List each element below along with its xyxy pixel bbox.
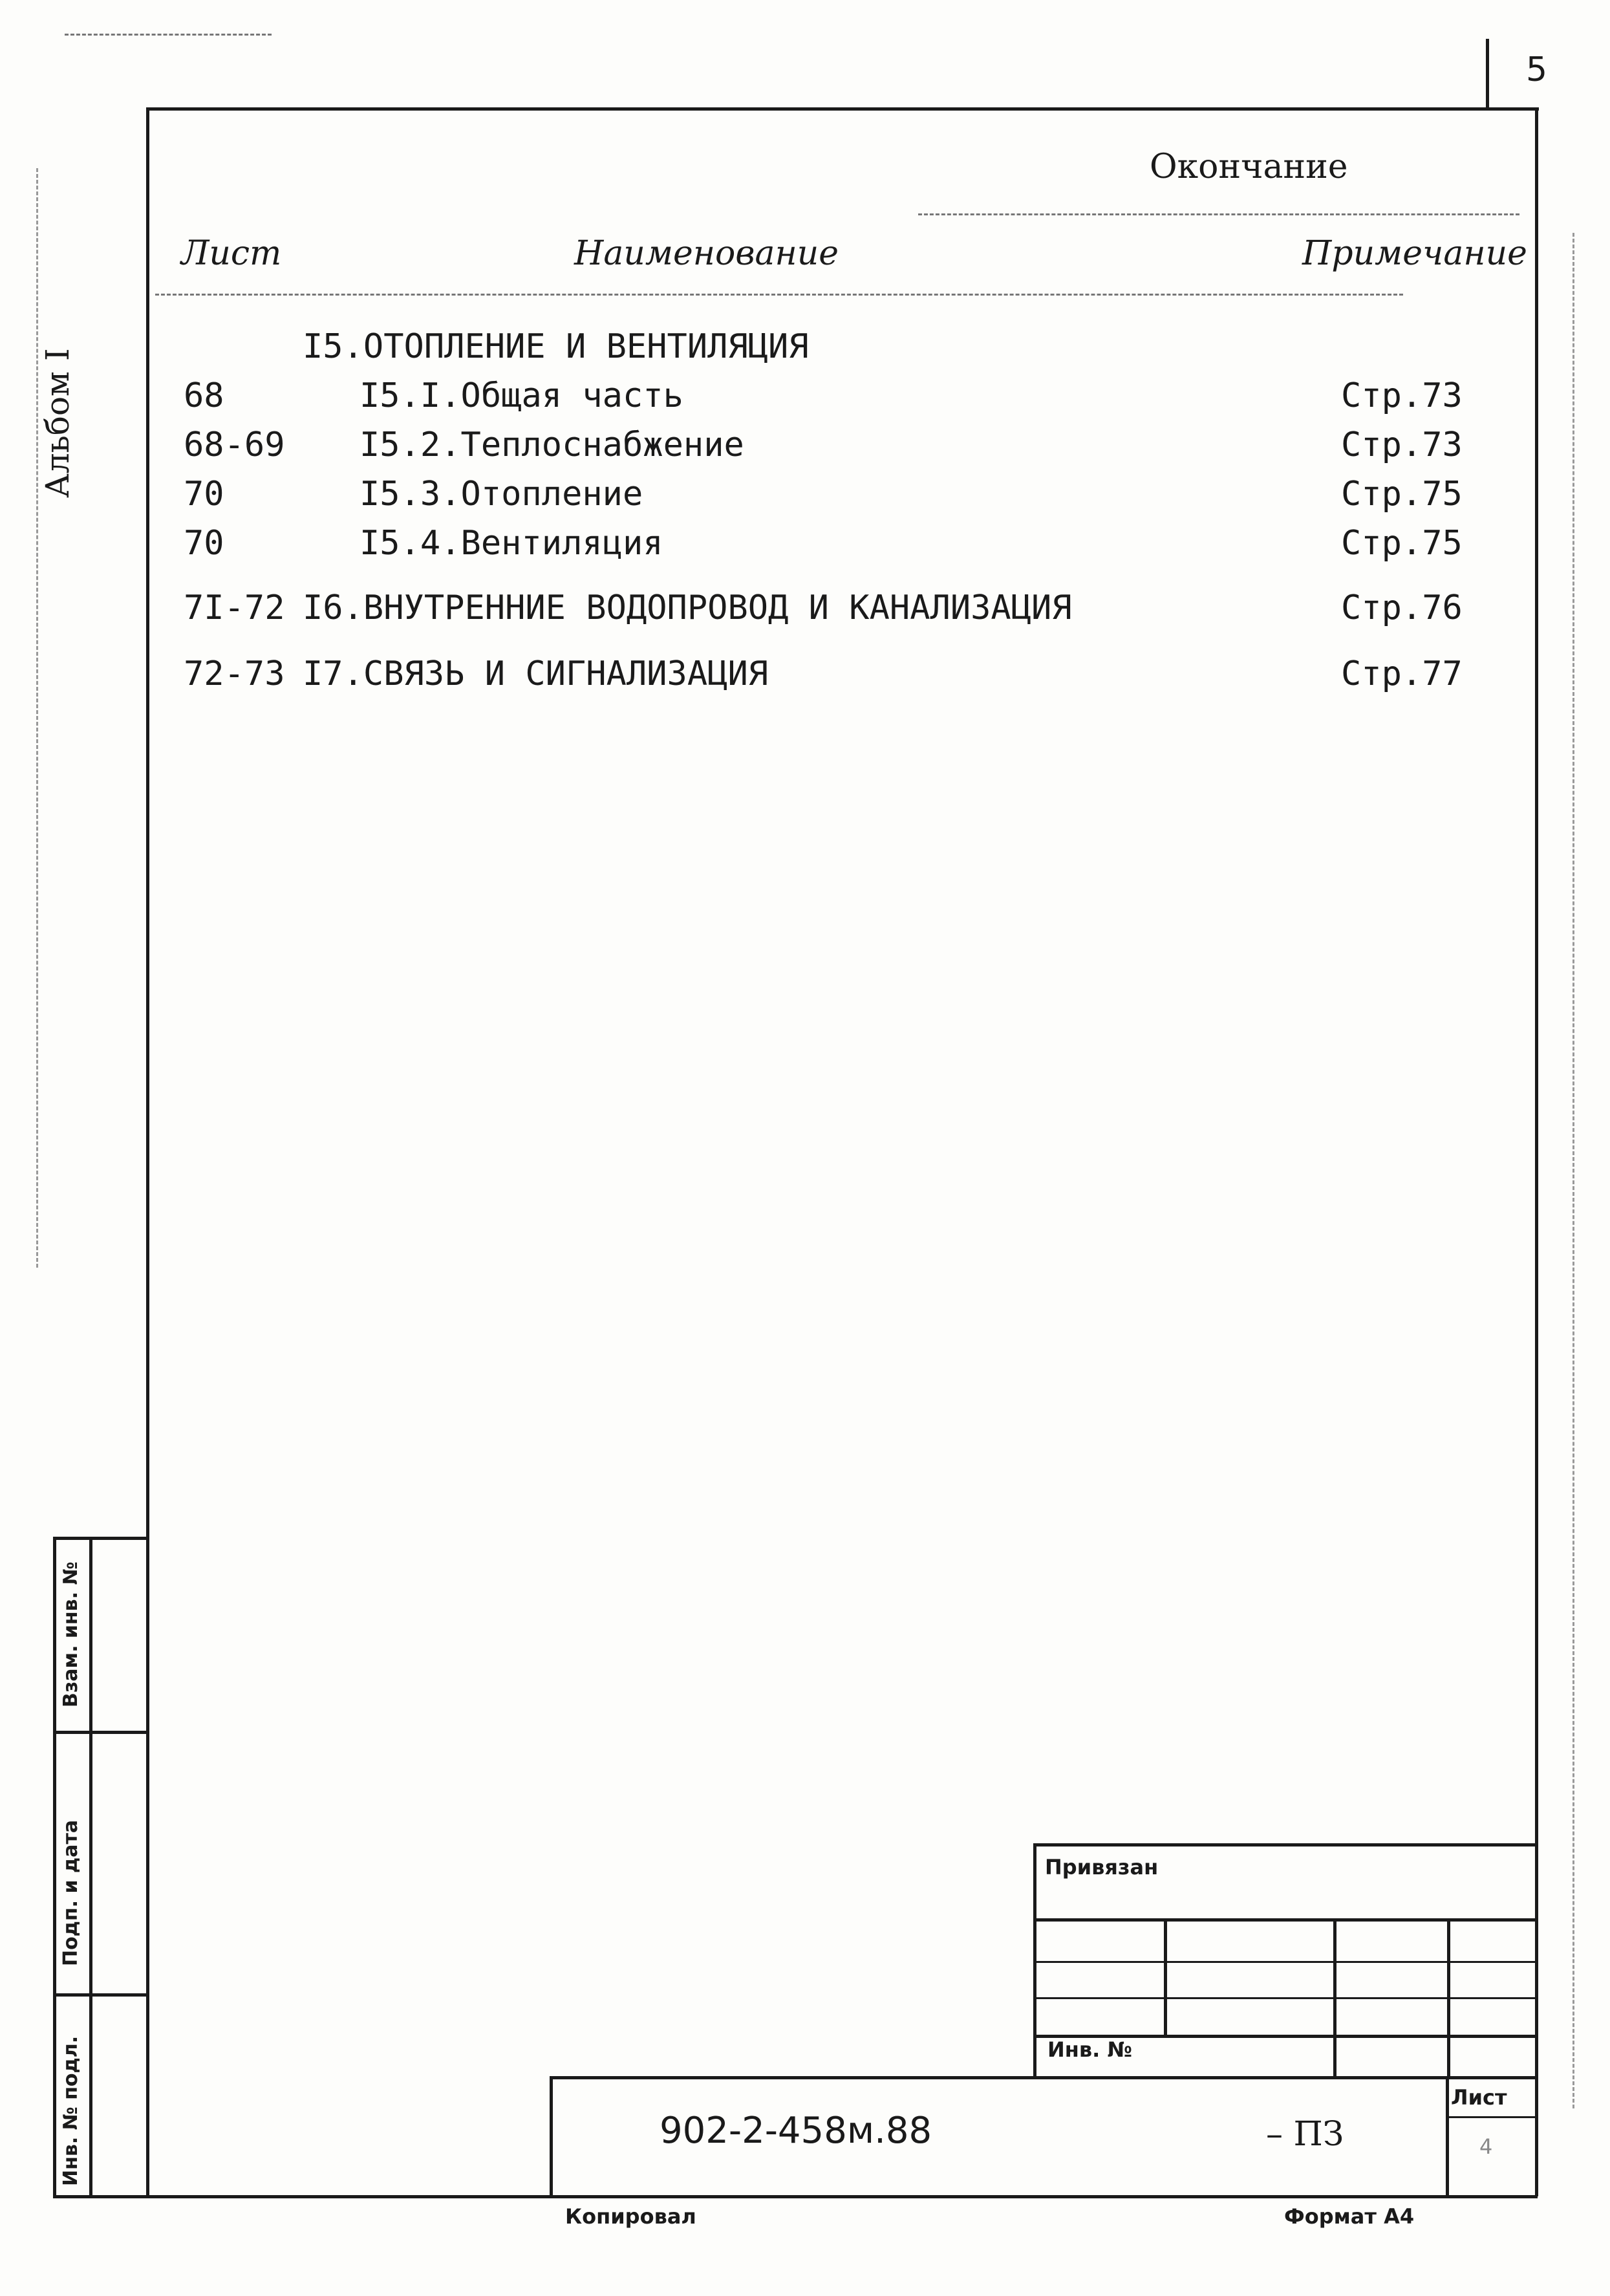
row-note: Стр.77 [1341,655,1463,693]
side-label-podp-data: Подп. и дата [59,1819,82,1966]
row-sheet: 72-73 [184,655,285,693]
stamp-inv-no: Инв. № [1047,2037,1132,2062]
row-sheet: 70 [184,524,224,563]
column-header-note: Примечание [1302,234,1527,273]
document-code: 902-2-458м.88 [660,2110,932,2152]
table-row [0,327,1610,374]
stamp-list-label: Лист [1451,2085,1507,2110]
page-number: 5 [1526,50,1548,89]
frame-bottom [53,2195,1538,2198]
row-name: I5.ОТОПЛЕНИЕ И ВЕНТИЛЯЦИЯ [303,327,809,366]
row-name: I5.3.Отопление [360,475,643,514]
row-name: I6.ВНУТРЕННИЕ ВОДОПРОВОД И КАНАЛИЗАЦИЯ [303,589,1072,627]
row-sheet: 68-69 [184,426,285,464]
row-note: Стр.73 [1341,376,1463,415]
row-sheet: 70 [184,475,224,514]
table-row [0,475,1610,521]
row-note: Стр.75 [1341,524,1463,563]
table-row [0,655,1610,701]
row-name: I5.2.Теплоснабжение [360,426,744,464]
row-name: I7.СВЯЗЬ И СИГНАЛИЗАЦИЯ [303,655,769,693]
column-header-sheet: Лист [181,234,282,273]
row-sheet: 68 [184,376,224,415]
footer-copied: Копировал [565,2204,696,2229]
album-label: Альбом I [39,348,76,498]
table-row [0,426,1610,472]
row-note: Стр.73 [1341,426,1463,464]
stamp-list-value: 4 [1479,2134,1493,2159]
row-note: Стр.76 [1341,589,1463,627]
footer-format: Формат А4 [1284,2204,1415,2229]
row-name: I5.I.Общая часть [360,376,683,415]
stamp-privyazan: Привязан [1045,1855,1159,1879]
document-suffix: – ПЗ [1266,2115,1344,2154]
side-label-inv-podl: Инв. № подл. [59,2035,82,2186]
side-label-vzam-inv: Взам. инв. № [59,1561,82,1707]
continuation-label: Окончание [1150,147,1348,186]
row-sheet: 7I-72 [184,589,285,627]
table-row [0,524,1610,570]
table-row [0,376,1610,423]
row-note: Стр.75 [1341,475,1463,514]
frame-top [147,107,1539,111]
table-row [0,589,1610,635]
row-name: I5.4.Вентиляция [360,524,663,563]
column-header-name: Наименование [574,234,839,273]
